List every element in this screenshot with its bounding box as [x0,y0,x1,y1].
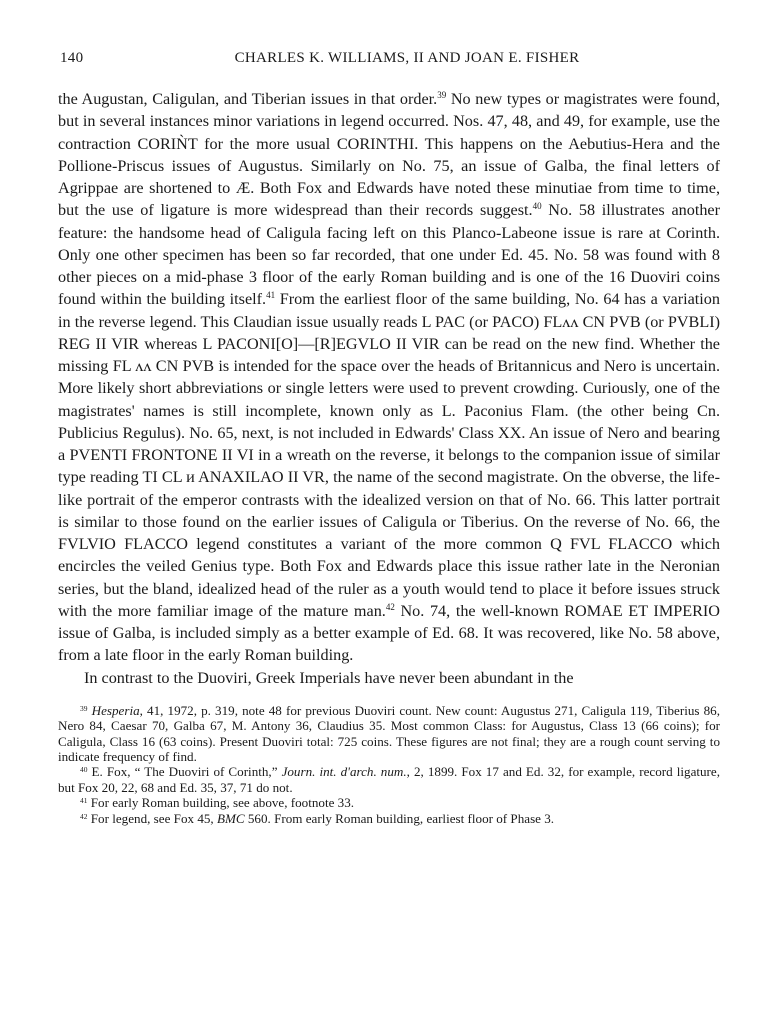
footnote-text: 560. From early Roman building, earliest floor of Phase 3. [244,810,555,826]
paragraph-1-segment-1: the Augustan, Caligulan, and Tiberian issues in that order. [58,90,438,108]
footnote-text: For early Roman building, see above, footnote 33. [87,795,355,811]
footnote-text: For legend, see Fox 45, [87,810,217,826]
footnote-number: 42 [80,811,88,821]
footnote-40 [58,764,720,795]
paragraph-1-segment-2: No new types or magistrates were found, but in several instances minor variations in legend occurred. Nos. 47, 48, and 49, for example, use the contraction CORIǸT for the more usual CORINTHI. This happens on the Aebutius-Hera and the Pollione-Priscus issues of Augustus. Similarly on No. 75, an issue of Galba, the final letters of Agrippae are shortened to Æ. Both Fox and Edwards have noted these minutiae from time to time, but the use of ligature is more widespread than their records suggest. [58,90,721,220]
footnote-ref-41: 41 [266,290,276,301]
page-number: 140 [60,50,84,66]
paragraph-1-segment-4: From the earliest floor of the same building, No. 64 has a variation in the reverse legend. This Claudian issue usually reads L PAC (or PACO) FLᴧᴧ CN PVB (or PVBLI) REG II VIR whereas L PACONI[O]—[R]EGVLO II VIR can be read on the new find. Whether the missing FL ᴧᴧ CN PVB is intended for the space over the heads of Britannicus and Nero is uncertain. More likely short abbreviations or single letters were used to prevent crowding. Curiously, one of the magistrates' names is still incomplete, known only as L. Paconius Flam. (the other being Cn. Publicius Regulus). No. 65, next, is not included in Edwards' Class XX. An issue of Nero and bearing a PVENTI FRONTONE II VI in a wreath on the reverse, it belongs to the companion issue of similar type reading TI CL ᴎ ANAXILAO II VR, the name of the second magistrate. On the obverse, the life-like portrait of the emperor contrasts with the idealized version on that of No. 66. This latter portrait is similar to those found on the earlier issues of Caligula or Tiberius. On the reverse of No. 66, the FVLVIO FLACCO legend constitutes a variant of the more common Q FVL FLACCO which encircles the veiled Genius type. Both Fox and Edwards place this issue rather late in the Neronian series, but the bland, idealized head of the ruler as a youth would tend to place it before issues struck with the more familiar image of the mature man. [58,290,720,620]
footnote-journal: Hesperia [91,702,140,718]
footnote-journal: BMC [216,810,245,826]
footnote-text: , 2, 1899. Fox 17 and Ed. 32, for example, record ligature, but Fox 20, 22, 68 and Ed. 35, 37, 71 do not. [58,764,721,795]
footnote-number: 41 [80,796,88,806]
paragraph-1-segment-5: No. 74, the well-known ROMAE ET IMPERIO issue of Galba, is included simply as a better example of Ed. 68. It was recovered, like No. 58 above, from a late floor in the early Roman building. [58,601,720,665]
footnote-ref-42: 42 [385,601,395,612]
paragraph-1-segment-3: No. 58 illustrates another feature: the handsome head of Caligula facing left on this Planco-Labeone issue is rare at Corinth. Only one other specimen has been so far recorded, that one under Ed. 45. No. 58 was found with 8 other pieces on a mid-phase 3 floor of the early Roman building and is one of the 16 Duoviri coins found within the building itself. [58,201,721,309]
page [58,50,720,826]
footnote-ref-39: 39 [437,90,447,100]
footnote-42 [58,811,720,826]
footnote-journal: Journ. int. d'arch. num. [281,764,407,780]
footnote-text: E. Fox, “ The Duoviri of Corinth,” [87,764,282,780]
footnote-39 [58,703,720,765]
footnote-41 [58,795,720,810]
footnote-ref-40: 40 [532,201,542,212]
paragraph-2: In contrast to the Duoviri, Greek Imperials have never been abundant in the [84,668,574,687]
footnote-text: , 41, 1972, p. 319, note 48 for previous Duoviri count. New count: Augustus 271, Caligula 119, Tiberius 86, Nero 84, Caesar 70, Galba 67, M. Antony 36, Claudius 35. Most common Class: for Augustus, Class 13 (66 coins); for Caligula, Class 16 (63 coins). Present Duoviri total: 725 coins. These figures are not final; they are a rough count serving to indicate frequency of find. [58,702,720,764]
page-header [58,50,720,76]
paragraph-1 [58,88,720,667]
footnote-number: 40 [80,765,88,775]
footnote-number: 39 [80,703,88,713]
body-text [58,88,720,689]
footnotes [58,703,720,826]
running-title: CHARLES K. WILLIAMS, II AND JOAN E. FISHER [234,50,580,66]
